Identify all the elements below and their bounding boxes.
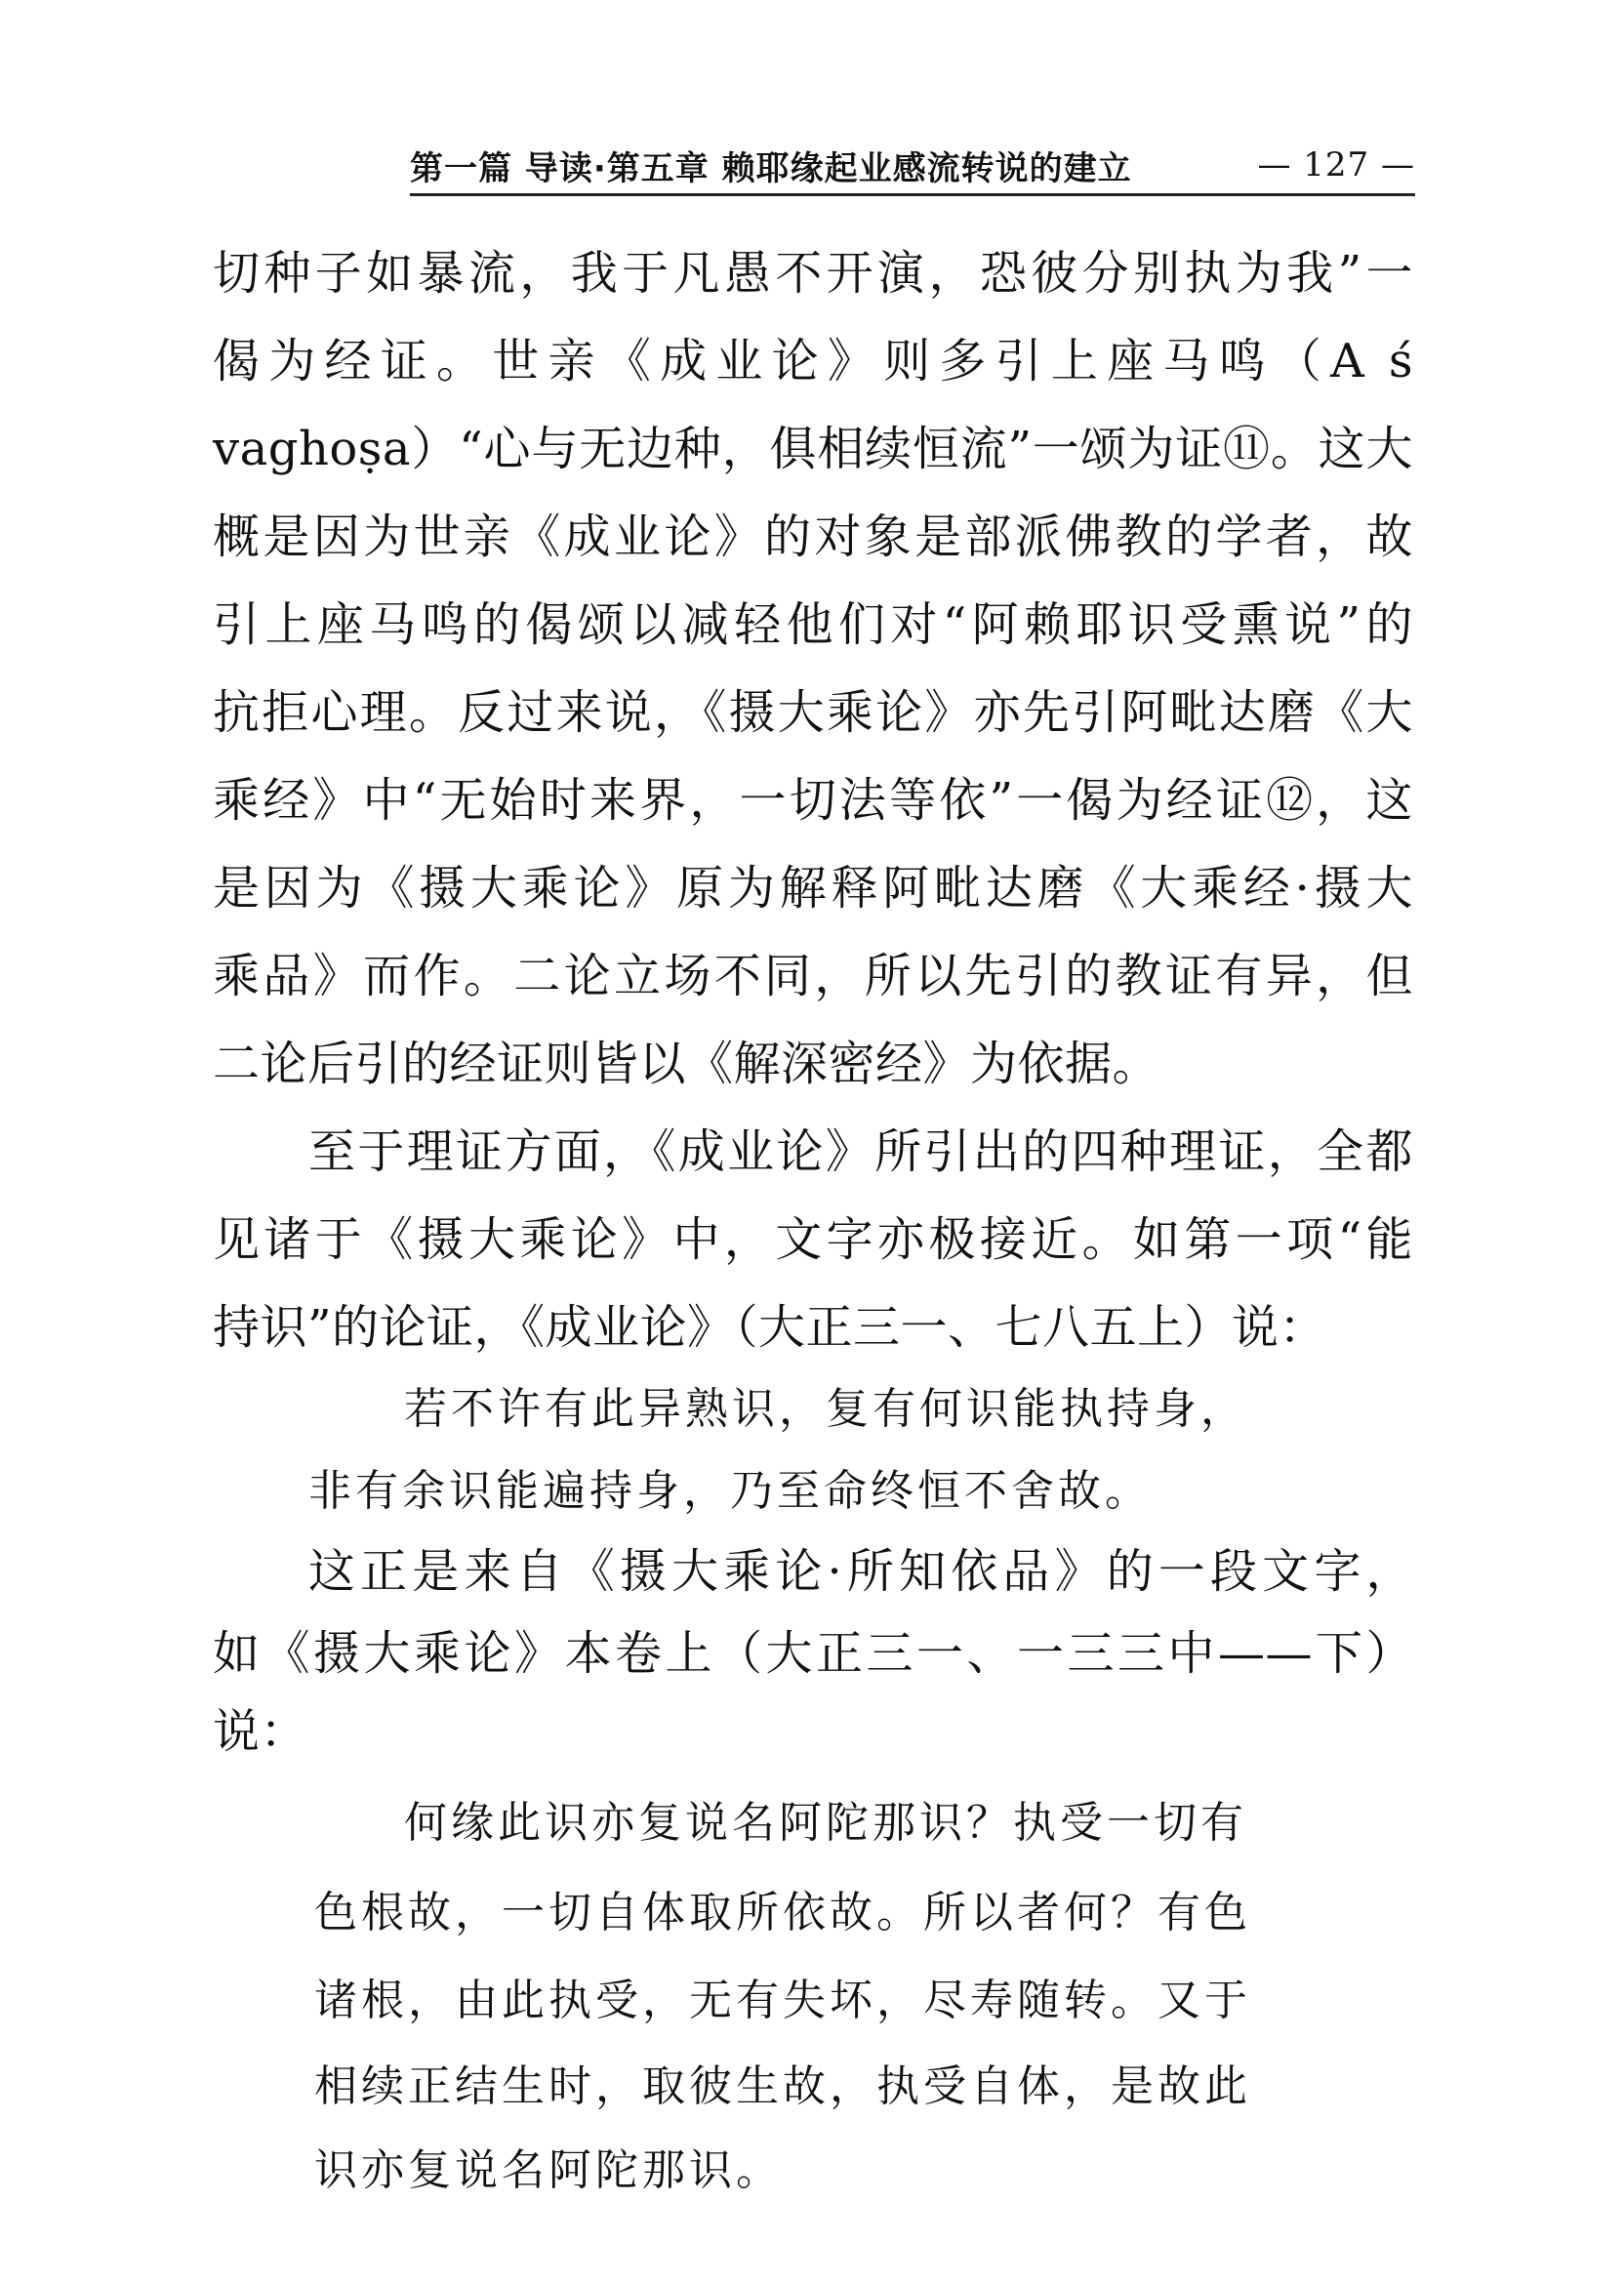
body-text-line: 抗拒心理。反过来说，《摄大乘论》亦先引阿毗达磨《大 [213, 685, 1413, 740]
body-text-line: 二论后引的经证则皆以《解深密经》为依据。 [213, 1037, 1160, 1091]
body-text-line: 乘品》而作。二论立场不同，所以先引的教证有异，但 [213, 949, 1413, 1003]
running-header [410, 137, 1415, 196]
body-text-line: 至于理证方面，《成业论》所引出的四种理证，全都 [308, 1124, 1413, 1179]
body-text-line: vaghoṣa）“心与无边种，俱相续恒流”一颂为证⑪。这大 [213, 422, 1413, 476]
body-text-line: 这正是来自《摄大乘论·所知依品》的一段文字， [308, 1544, 1413, 1599]
quote-line: 识亦复说名阿陀那识。 [314, 2145, 783, 2195]
body-text-line: 引上座马鸣的偈颂以减轻他们对“阿赖耶识受熏说”的 [213, 597, 1413, 652]
quote-line: 若不许有此异熟识，复有何识能执持身， [404, 1384, 1247, 1434]
body-text-line: 乘经》中“无始时来界，一切法等依”一偈为经证⑫，这 [213, 773, 1413, 828]
body-text-line: 偈为经证。世亲《成业论》则多引上座马鸣（A ś [213, 334, 1413, 388]
quote-line: 色根故，一切自体取所依故。所以者何？有色 [314, 1888, 1251, 1937]
quote-line: 相续正结生时，取彼生故，执受自体，是故此 [314, 2061, 1251, 2111]
page-number: — 127 — [1257, 145, 1415, 184]
body-text-line: 切种子如暴流，我于凡愚不开演，恐彼分别执为我”一 [213, 246, 1413, 301]
quote-line: 非有余识能遍持身，乃至命终恒不舍故。 [308, 1466, 1152, 1516]
body-text-line: 如《摄大乘论》本卷上（大正三一、一三三中——下） [213, 1626, 1413, 1681]
body-text-line: 持识”的论证，《成业论》（大正三一、七八五上）说： [213, 1300, 1327, 1355]
body-text-line: 是因为《摄大乘论》原为解释阿毗达磨《大乘经·摄大 [213, 861, 1413, 916]
body-text-line: 见诸于《摄大乘论》中，文字亦极接近。如第一项“能 [213, 1212, 1413, 1267]
body-text-line: 说： [213, 1704, 308, 1759]
quote-line: 诸根，由此执受，无有失坏，尽寿随转。又于 [314, 1976, 1251, 2025]
body-text-line: 概是因为世亲《成业论》的对象是部派佛教的学者，故 [213, 510, 1413, 564]
quote-line: 何缘此识亦复说名阿陀那识？执受一切有 [404, 1798, 1247, 1848]
chapter-title: 第一篇 导读·第五章 赖耶缘起业感流转说的建立 [410, 148, 1132, 188]
